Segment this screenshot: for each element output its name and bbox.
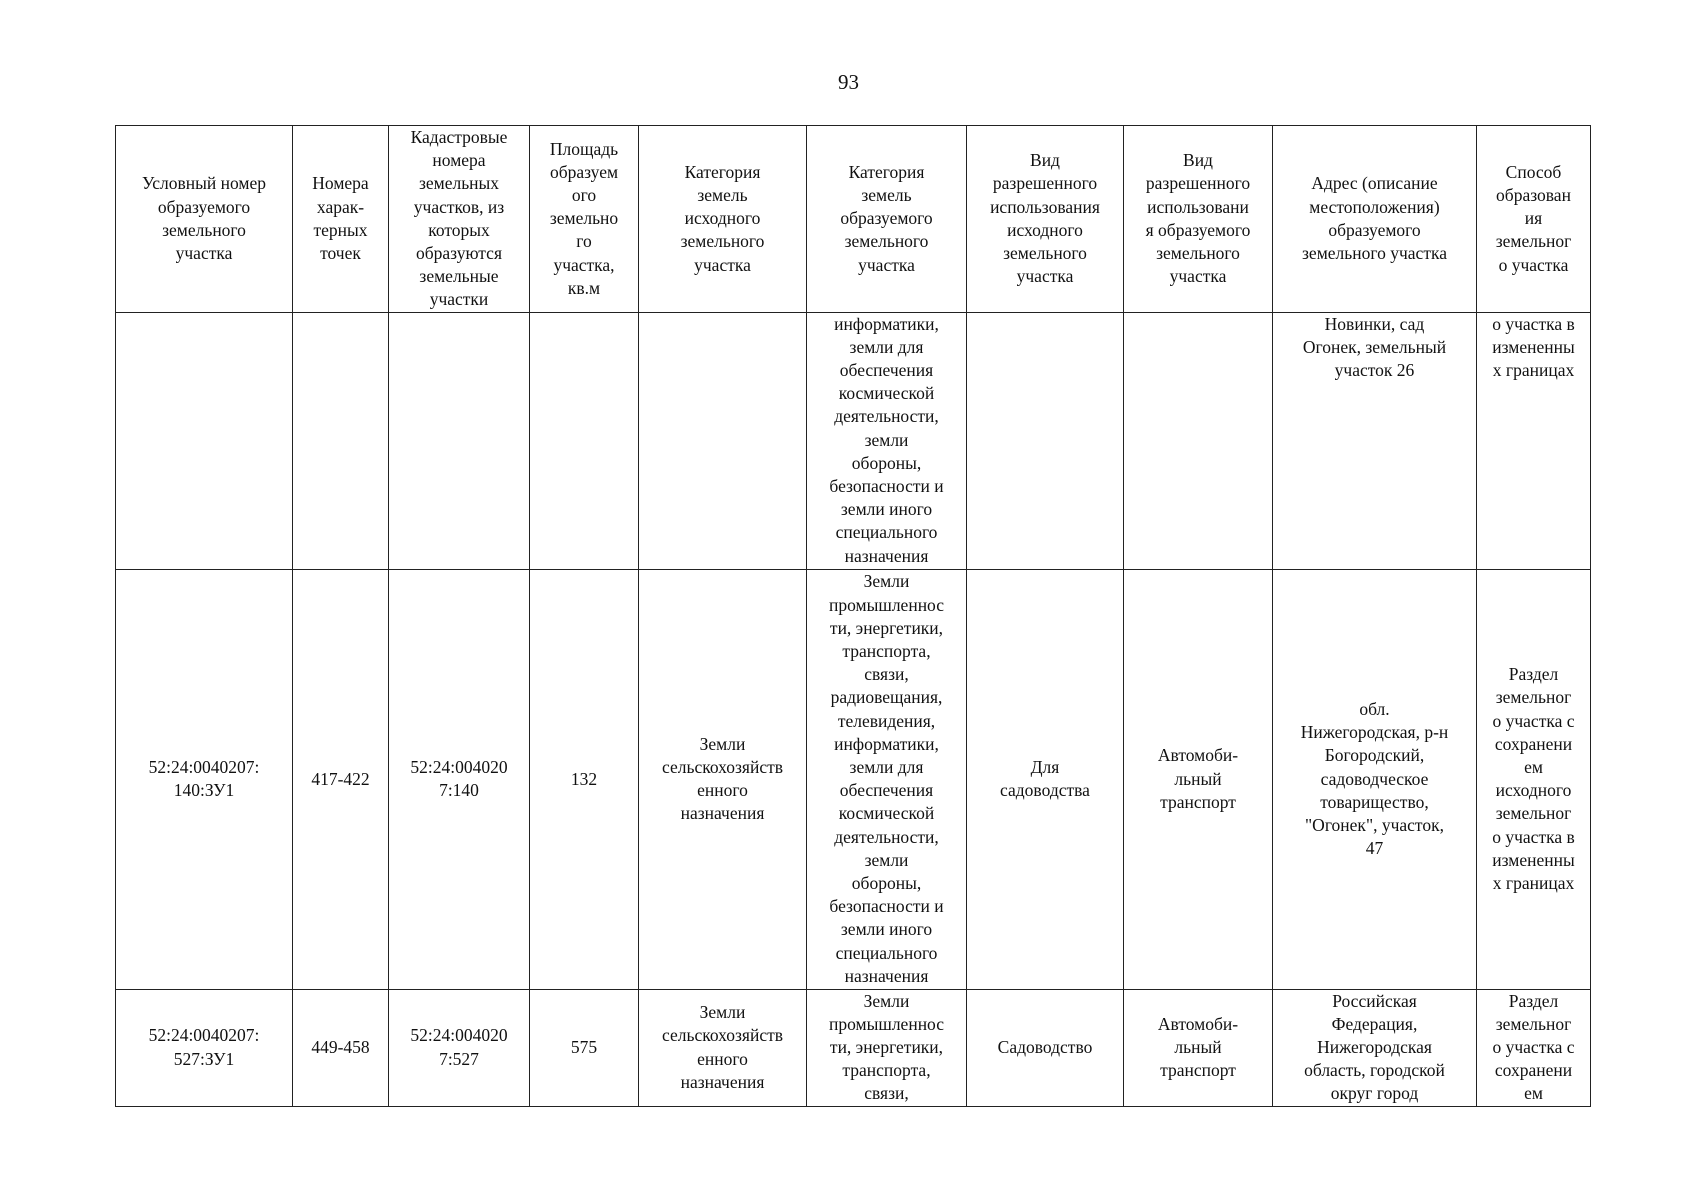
cell-new-land-category: информатики, земли для обеспечения космической деятельности, земли обороны, безопасности и земли иного специального назначения bbox=[807, 312, 967, 569]
cell-new-permitted-use: Автомоби- льный транспорт bbox=[1124, 569, 1273, 989]
header-point-numbers: Номера харак- терных точек bbox=[293, 126, 389, 313]
table-row bbox=[116, 569, 1591, 989]
cell-source-cadastral-numbers bbox=[389, 312, 530, 569]
cell-address: Российская Федерация, Нижегородская область, городской округ город bbox=[1273, 989, 1477, 1106]
cell-formation-method: Раздел земельног о участка с сохранени ем исходного земельног о участка в измененны х границах bbox=[1477, 569, 1591, 989]
table-row bbox=[116, 312, 1591, 569]
header-area: Площадь образуем ого земельно го участка, кв.м bbox=[530, 126, 639, 313]
cell-new-permitted-use: Автомоби- льный транспорт bbox=[1124, 989, 1273, 1106]
cell-source-cadastral-numbers: 52:24:004020 7:140 bbox=[389, 569, 530, 989]
table-header-row bbox=[116, 126, 1591, 313]
header-source-cadastral-numbers: Кадастровые номера земельных участков, из которых образуются земельные участки bbox=[389, 126, 530, 313]
header-new-permitted-use: Вид разрешенного использовани я образуемого земельного участка bbox=[1124, 126, 1273, 313]
cell-area bbox=[530, 312, 639, 569]
cell-plot-number bbox=[116, 312, 293, 569]
header-new-land-category: Категория земель образуемого земельного участка bbox=[807, 126, 967, 313]
header-plot-number: Условный номер образуемого земельного участка bbox=[116, 126, 293, 313]
cell-new-permitted-use bbox=[1124, 312, 1273, 569]
cell-source-permitted-use: Для садоводства bbox=[967, 569, 1124, 989]
cell-formation-method: о участка в измененны х границах bbox=[1477, 312, 1591, 569]
cell-source-cadastral-numbers: 52:24:004020 7:527 bbox=[389, 989, 530, 1106]
header-address: Адрес (описание местоположения) образуемого земельного участка bbox=[1273, 126, 1477, 313]
cell-plot-number: 52:24:0040207: 527:ЗУ1 bbox=[116, 989, 293, 1106]
header-source-land-category: Категория земель исходного земельного участка bbox=[639, 126, 807, 313]
header-source-permitted-use: Вид разрешенного использования исходного земельного участка bbox=[967, 126, 1124, 313]
cell-address: обл. Нижегородская, р-н Богородский, садоводческое товарищество, "Огонек", участок, 47 bbox=[1273, 569, 1477, 989]
cell-address: Новинки, сад Огонек, земельный участок 26 bbox=[1273, 312, 1477, 569]
cell-point-numbers: 417-422 bbox=[293, 569, 389, 989]
cell-new-land-category: Земли промышленнос ти, энергетики, транспорта, связи, радиовещания, телевидения, информатики, земли для обеспечения космической деятельности, земли обороны, безопасности и земли иного специального назначения bbox=[807, 569, 967, 989]
cell-area: 575 bbox=[530, 989, 639, 1106]
page-number: 93 bbox=[838, 70, 859, 94]
cell-new-land-category: Земли промышленнос ти, энергетики, транспорта, связи, bbox=[807, 989, 967, 1106]
table-row bbox=[116, 989, 1591, 1106]
cell-area: 132 bbox=[530, 569, 639, 989]
cell-point-numbers bbox=[293, 312, 389, 569]
cell-source-permitted-use: Садоводство bbox=[967, 989, 1124, 1106]
cell-source-land-category: Земли сельскохозяйств енного назначения bbox=[639, 569, 807, 989]
cell-source-land-category bbox=[639, 312, 807, 569]
cell-source-land-category: Земли сельскохозяйств енного назначения bbox=[639, 989, 807, 1106]
cell-point-numbers: 449-458 bbox=[293, 989, 389, 1106]
land-plots-table bbox=[115, 125, 1591, 1107]
cell-formation-method: Раздел земельног о участка с сохранени ем bbox=[1477, 989, 1591, 1106]
header-formation-method: Способ образован ия земельног о участка bbox=[1477, 126, 1591, 313]
cell-plot-number: 52:24:0040207: 140:ЗУ1 bbox=[116, 569, 293, 989]
cell-source-permitted-use bbox=[967, 312, 1124, 569]
